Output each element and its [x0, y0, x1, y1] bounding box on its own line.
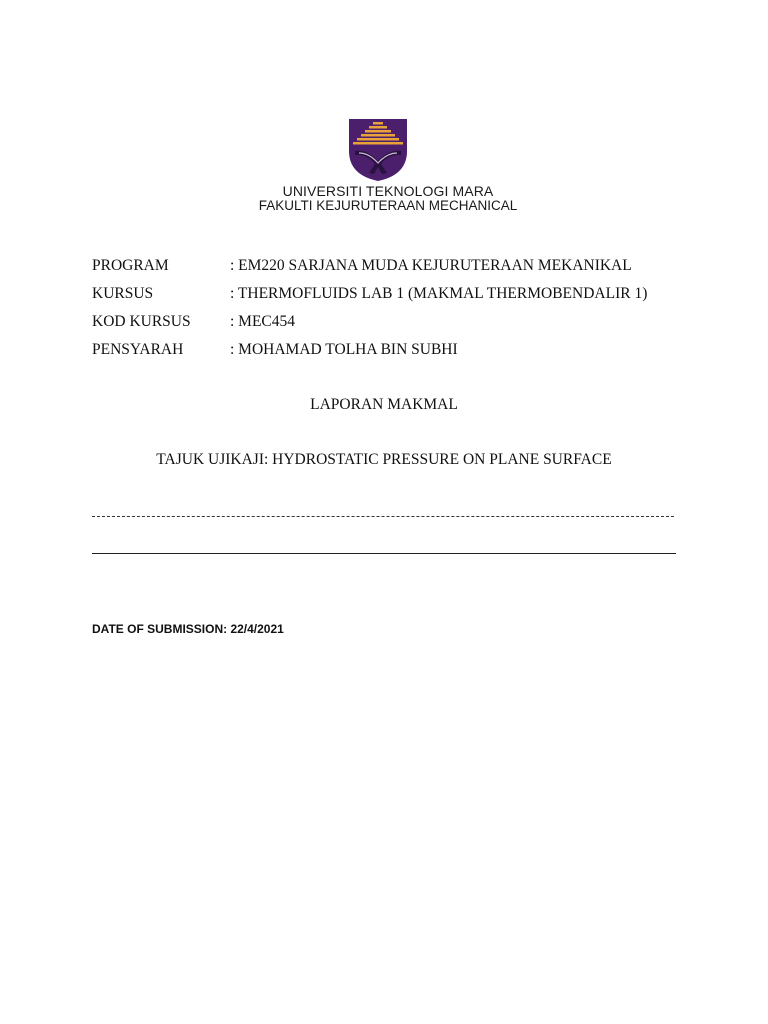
uitm-logo-icon — [347, 117, 409, 183]
faculty-name: FAKULTI KEJURUTERAAN MECHANICAL — [258, 198, 518, 213]
info-value: : THERMOFLUIDS LAB 1 (MAKMAL THERMOBENDALIR 1) — [230, 285, 648, 302]
info-label: PROGRAM — [92, 257, 169, 274]
info-label: KURSUS — [92, 285, 154, 302]
dashed-divider — [92, 516, 674, 517]
solid-divider — [92, 553, 676, 554]
info-value: : MEC454 — [230, 313, 296, 330]
submission-date: DATE OF SUBMISSION: 22/4/2021 — [92, 622, 284, 636]
university-name: UNIVERSITI TEKNOLOGI MARA — [282, 183, 494, 199]
info-row-pensyarah — [92, 340, 458, 360]
info-value: : MOHAMAD TOLHA BIN SUBHI — [230, 341, 458, 358]
info-row-program — [92, 256, 632, 276]
report-type: LAPORAN MAKMAL — [310, 396, 458, 413]
info-label: KOD KURSUS — [92, 313, 191, 330]
info-row-kursus — [92, 284, 647, 304]
experiment-title: TAJUK UJIKAJI: HYDROSTATIC PRESSURE ON PLANE SURFACE — [156, 451, 612, 468]
info-row-kod-kursus — [92, 312, 295, 332]
info-value: : EM220 SARJANA MUDA KEJURUTERAAN MEKANIKAL — [230, 257, 632, 274]
info-label: PENSYARAH — [92, 341, 184, 358]
